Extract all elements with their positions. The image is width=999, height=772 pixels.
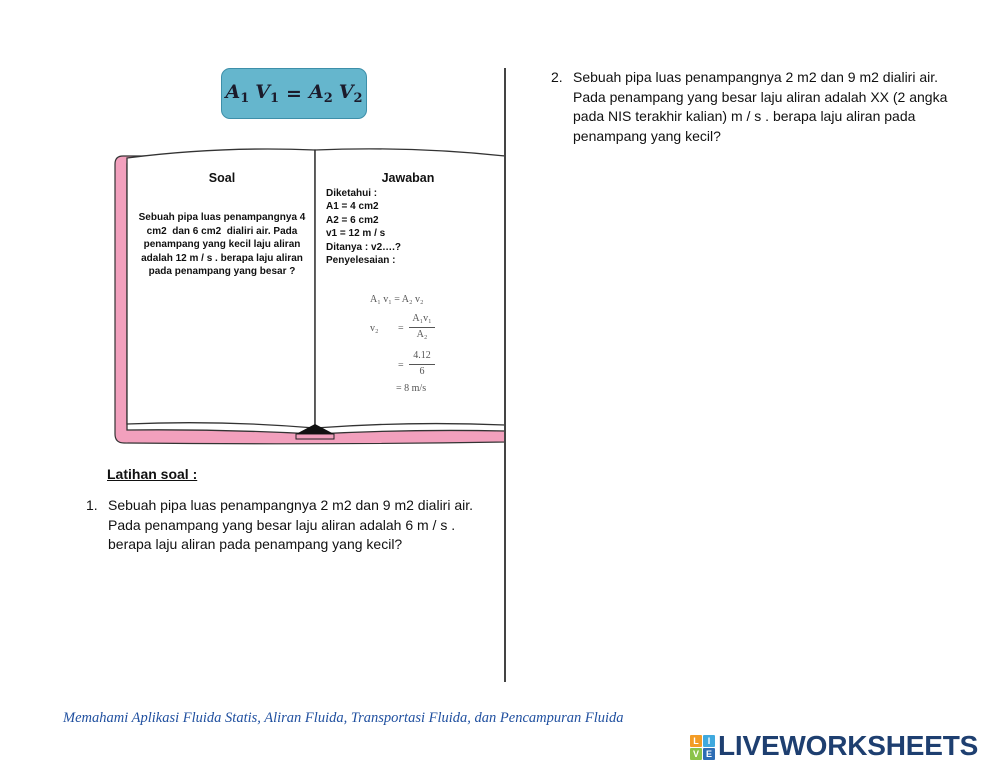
- fraction-denominator: A₂: [416, 329, 428, 340]
- formula-subscript: 2: [323, 91, 333, 106]
- book-left-page: [127, 149, 315, 428]
- question-line: Sebuah pipa luas penampangnya 2 m2 dan 9 m2 dialiri air.: [573, 69, 939, 85]
- exercise-heading: Latihan soal :: [107, 466, 198, 482]
- formula-variable: V: [338, 81, 354, 103]
- fraction-numerator: 4.12: [409, 349, 435, 365]
- question-2-number: 2.: [551, 69, 563, 85]
- question-line: cm2 dan 6 cm2 dialiri air. Pada: [146, 225, 298, 237]
- solution-equation: A₁ v₁ = A₂ v₂: [370, 294, 424, 305]
- logo-tile: I: [703, 735, 715, 747]
- formula-term: [255, 81, 279, 106]
- formula-subscript: 1: [240, 91, 250, 106]
- formula-term: [339, 81, 363, 106]
- answer-line: Ditanya : v2….?: [326, 241, 402, 253]
- question-line: Sebuah pipa luas penampangnya 4: [138, 212, 306, 223]
- solution-result: = 8 m/s: [396, 383, 427, 394]
- column-divider: [504, 68, 506, 682]
- question-line: penampang yang kecil?: [573, 127, 721, 144]
- formula-variable: V: [255, 81, 270, 103]
- answer-line: v1 = 12 m / s: [326, 228, 386, 240]
- question-line: penampang yang kecil laju aliran: [143, 239, 301, 250]
- solution-step1-fraction: [409, 312, 435, 342]
- question-line: Pada penampang yang besar laju aliran adalah 6 m / s .: [108, 516, 456, 533]
- open-book-illustration: [110, 140, 510, 450]
- question-1-text: [108, 496, 473, 555]
- question-line: pada NIS terakhir kalian) m / s . berapa laju aliran pada: [573, 108, 916, 124]
- question-line: pada penampang yang besar ?: [148, 266, 296, 277]
- fraction-numerator: A₁v₁: [409, 312, 435, 328]
- liveworksheets-logo-text: LIVEWORKSHEETS: [718, 730, 979, 761]
- question-line: Pada penampang yang besar laju aliran adalah XX (2 angka: [573, 88, 948, 105]
- solution-step1-lhs: v₂: [370, 323, 379, 334]
- logo-tile: E: [703, 748, 715, 760]
- footer-subtitle: Memahami Aplikasi Fluida Statis, Aliran Fluida, Transportasi Fluida, dan Pencampuran Fluida: [63, 710, 624, 726]
- solution-step2-fraction: [409, 349, 435, 379]
- formula-box: [221, 68, 367, 119]
- logo-tile: V: [690, 748, 702, 760]
- question-line: Sebuah pipa luas penampangnya 2 m2 dan 9 m2 dialiri air.: [108, 497, 474, 513]
- logo-tile: L: [690, 735, 702, 747]
- formula-variable: A: [308, 81, 324, 103]
- formula-subscript: 2: [353, 91, 363, 106]
- formula-subscript: 1: [269, 91, 280, 106]
- left-page-title: Soal: [208, 171, 236, 185]
- answer-line: Diketahui :: [326, 188, 378, 199]
- liveworksheets-tiles-icon: [690, 735, 715, 760]
- right-page-title: Jawaban: [381, 171, 435, 185]
- formula-variable: A: [225, 81, 241, 103]
- answer-line: Penyelesaian :: [326, 255, 396, 267]
- bookmark-tab: [296, 434, 334, 439]
- solution-step2-equals: =: [398, 360, 404, 371]
- answer-line: A1 = 4 cm2: [326, 201, 379, 213]
- formula-equals: =: [286, 82, 302, 105]
- question-line: adalah 12 m / s . berapa laju aliran: [141, 252, 303, 264]
- answer-known-list: [326, 187, 401, 267]
- fraction-denominator: 6: [419, 366, 425, 377]
- left-page-question: [122, 211, 322, 279]
- question-1-number: 1.: [86, 497, 98, 513]
- formula-term: [225, 81, 249, 106]
- question-2-text: [573, 68, 947, 146]
- question-line: berapa laju aliran pada penampang yang kecil?: [108, 536, 403, 552]
- solution-step1-equals: =: [398, 323, 404, 334]
- answer-line: A2 = 6 cm2: [326, 214, 379, 226]
- formula-term: [309, 81, 333, 106]
